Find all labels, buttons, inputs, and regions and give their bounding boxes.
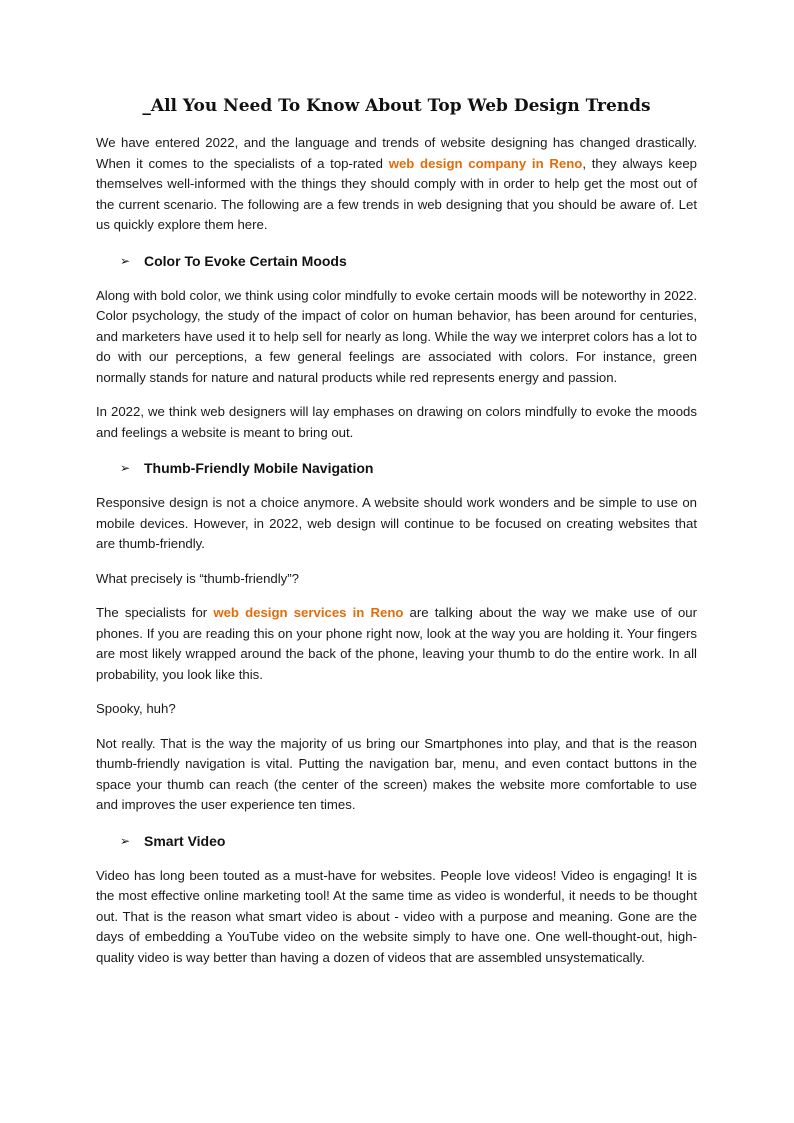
paragraph: Responsive design is not a choice anymore. A website should work wonders and be simple to use on mobile devices. However, in 2022, web design will continue to be focused on creating websites that are thumb-friendly.: [96, 495, 697, 551]
paragraph: What precisely is “thumb-friendly”?: [96, 570, 300, 586]
section-heading-thumb-navigation: [96, 457, 697, 479]
paragraph: In 2022, we think web designers will lay emphases on drawing on colors mindfully to evoke the moods and feelings a website is meant to bring out.: [96, 404, 697, 440]
section-heading-color-moods: [96, 250, 697, 272]
section-heading-text: Thumb-Friendly Mobile Navigation: [144, 460, 374, 476]
arrow-bullet-icon: ➢: [120, 833, 131, 848]
arrow-bullet-icon: ➢: [120, 253, 131, 268]
section-heading-smart-video: [96, 830, 697, 852]
web-design-company-link[interactable]: web design company in Reno: [388, 155, 583, 171]
paragraph-text-before: The specialists for: [96, 605, 214, 620]
paragraph: Not really. That is the way the majority of us bring our Smartphones into play, and that is the reason thumb-friendly navigation is vital. Putting the navigation bar, menu, and even contact buttons in the space your thumb can reach (the center of the screen) makes the website more comfortable to use and improves the user experience ten times.: [96, 735, 697, 812]
paragraph-text-after: are talking about the way we make use of our phones. If you are reading this on your phone right now, look at the way you are holding it. Your fingers are most likely wrapped around the back of the phone, leaving your thumb to do the entire work. In all probability, you look like this.: [96, 605, 698, 682]
document-body: [96, 93, 697, 982]
section-heading-text: Color To Evoke Certain Moods: [144, 252, 347, 269]
paragraph: [96, 603, 697, 685]
intro-paragraph: [96, 133, 697, 236]
arrow-bullet-icon: ➢: [120, 461, 131, 475]
paragraph: Along with bold color, we think using color mindfully to evoke certain moods will be noteworthy in 2022. Color psychology, the study of the impact of color on human behavior, has been around for centuries, and marketers have used it to help sell for nearly as long. While the way we interpret colors has a lot to do with our perceptions, a few general feelings are associated with colors. For instance, green normally stands for nature and natural products while red represents energy and passion.: [96, 287, 697, 385]
intro-text-before: We have entered 2022, and the language and trends of website designing has changed drastically. When it comes to the specialists of a top-rated: [96, 135, 697, 171]
section-heading-text: Smart Video: [144, 832, 226, 849]
paragraph: Video has long been touted as a must-have for websites. People love videos! Video is engaging! It is the most effective online marketing tool! At the same time as video is wonderful, it needs to be thought out. That is the reason what smart video is about - video with a purpose and meaning. Gone are the days of embedding a YouTube video on the website simply to have one. One well-thought-out, high-quality video is way better than having a dozen of videos that are assembled unsystematically.: [96, 867, 697, 965]
page-title: _All You Need To Know About Top Web Design Trends: [142, 96, 651, 116]
paragraph: Spooky, huh?: [96, 701, 176, 716]
intro-text-after: , they always keep themselves well-informed with the things they should comply with in order to help get the most out of the current scenario. The following are a few trends in web designing that you should be aware of. Let us quickly explore them here.: [96, 155, 697, 232]
web-design-services-link[interactable]: web design services in Reno: [213, 605, 404, 620]
